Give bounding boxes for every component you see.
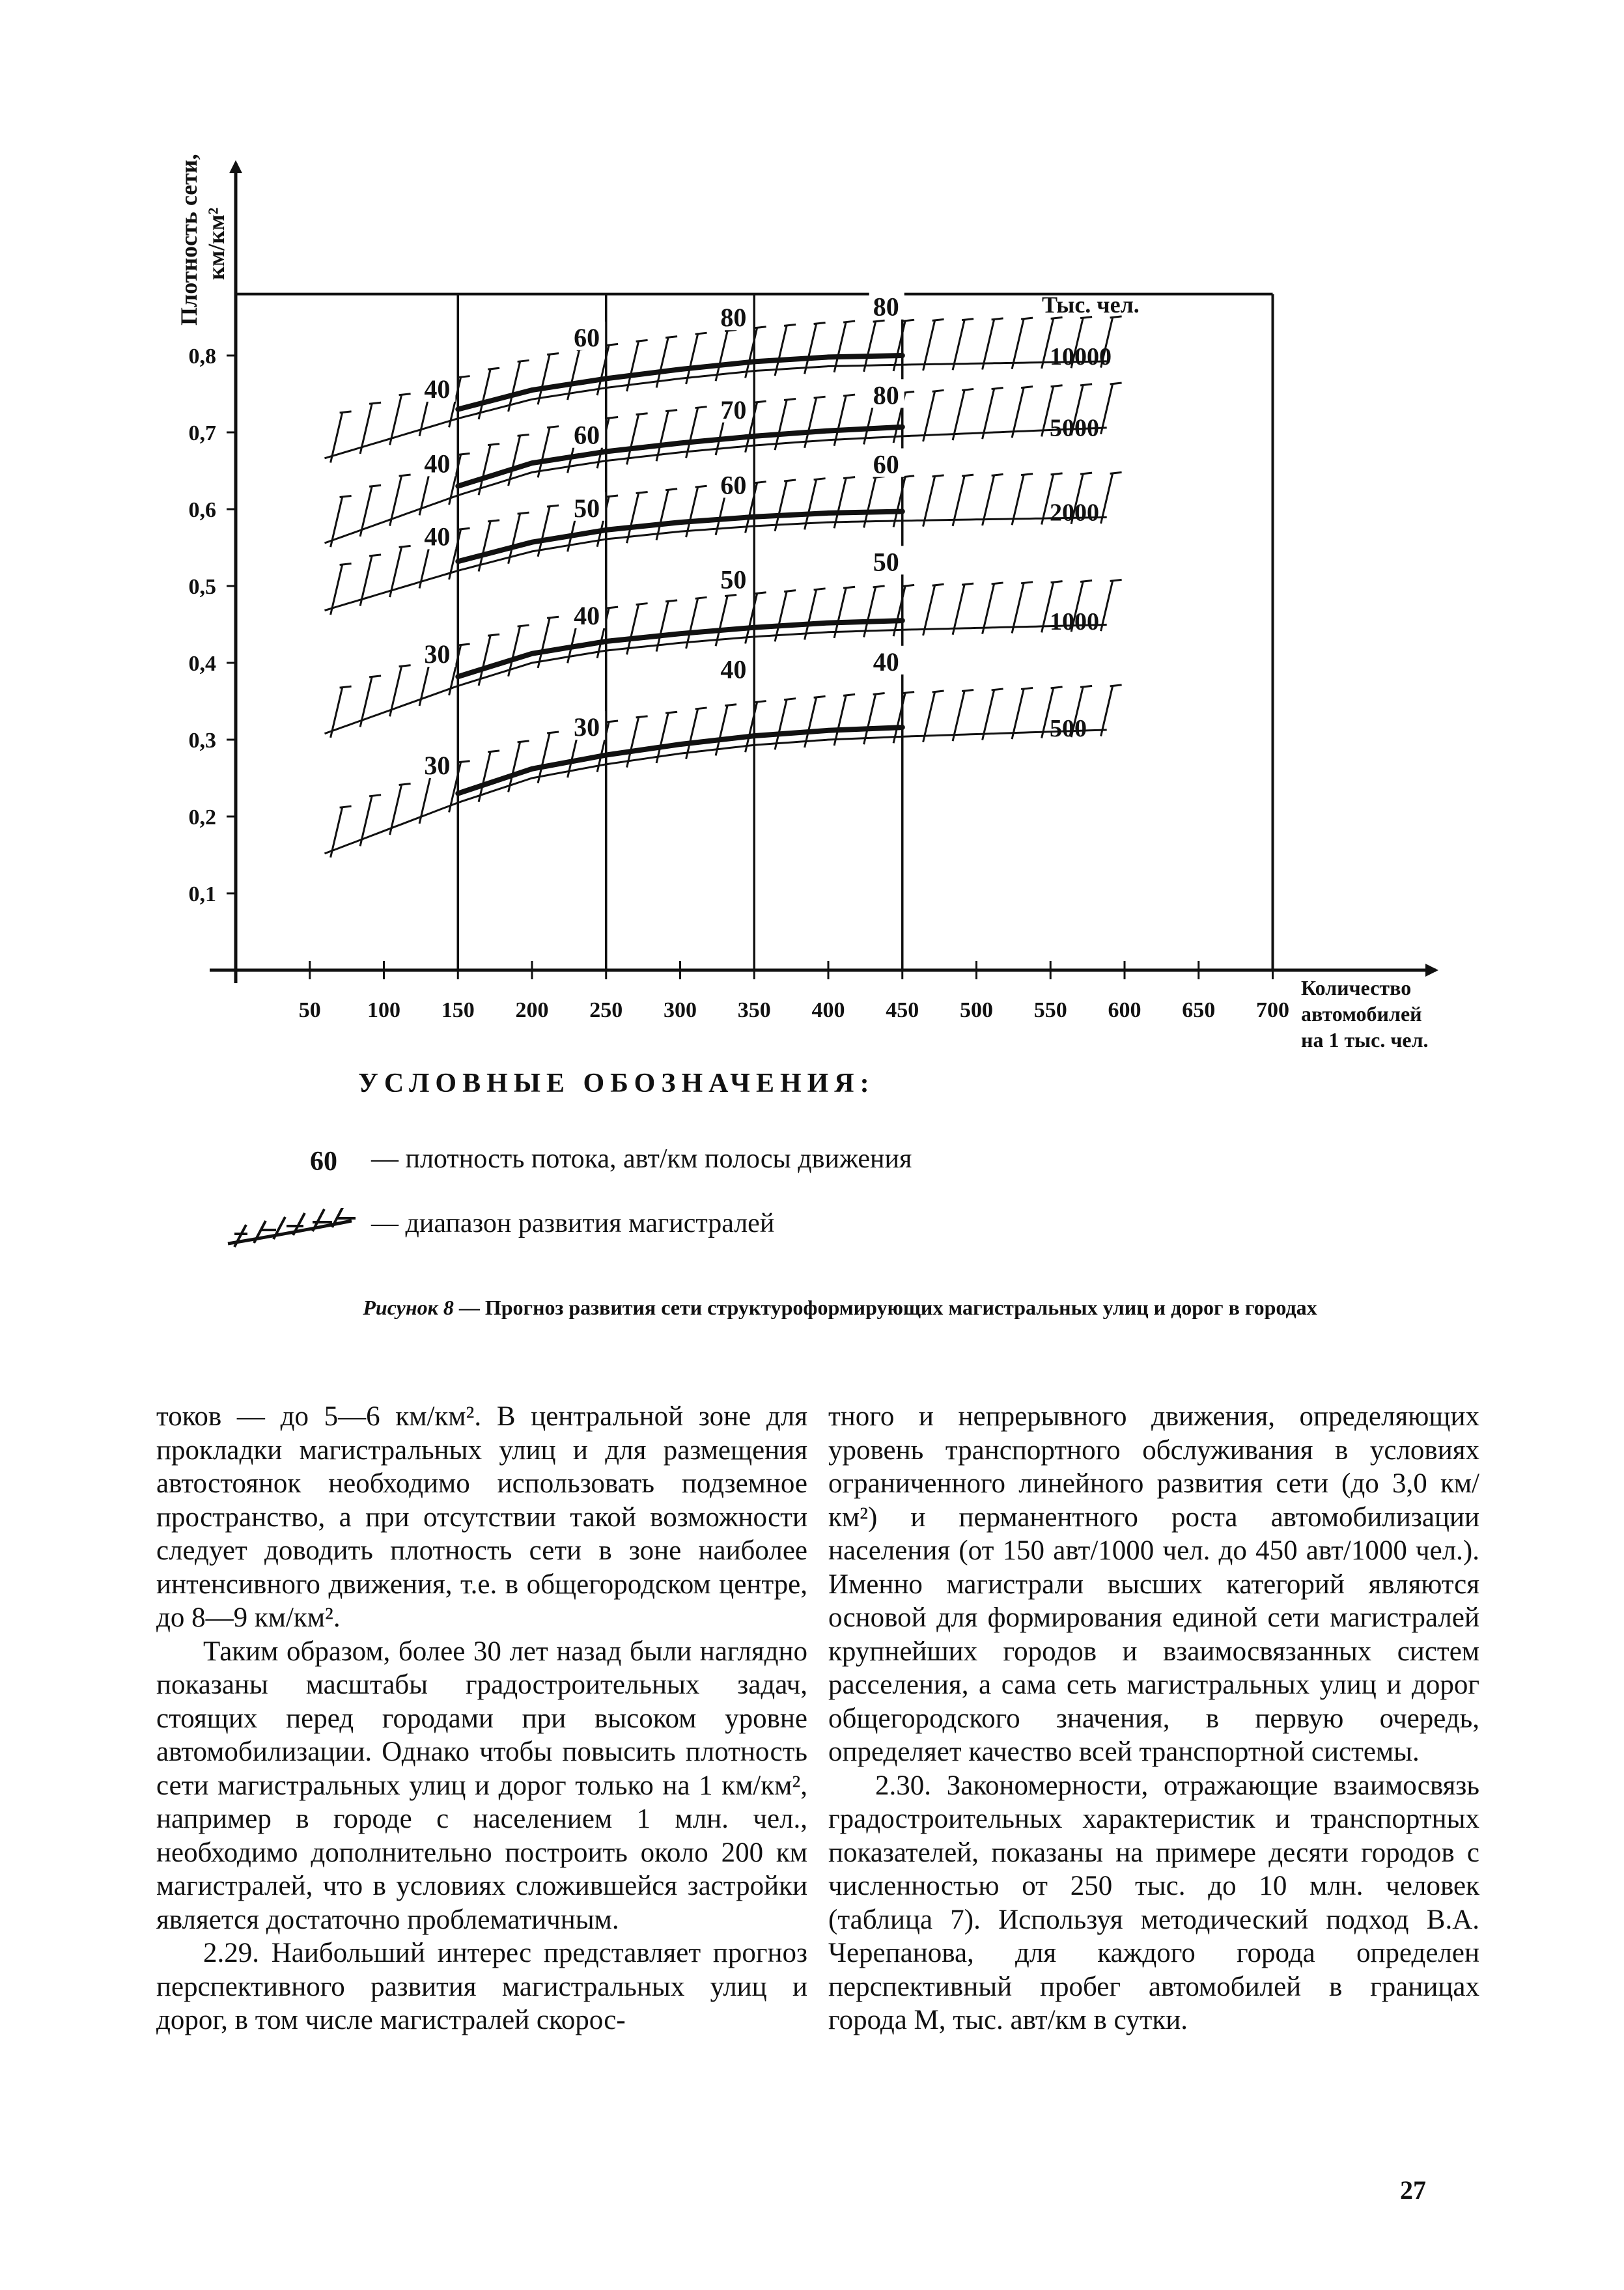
range-band-cap — [843, 321, 855, 322]
figure-caption-text: — Прогноз развития сети структуроформирующих магистральных улиц и дорог в городах — [453, 1296, 1317, 1319]
paragraph: тного и непрерывного движения, определяющих уровень транспортного обслуживания в условиях ограниченного линейного развития сети (до 3,0 км/км²) и перманентного роста автомобилизации населения (от 150 авт/1000 чел. до 450 авт/1000 чел.). Именно магистрали высших категорий являются основой для формирования единой сети магистралей крупнейших городов и взаимосвязанных систем расселения, а сама сеть магистральных улиц и дорог общегородского значения, в первую очередь, определяет качество всей транспортной системы. — [828, 1401, 1479, 1767]
range-band-cap — [547, 617, 559, 618]
x-tick-label: 200 — [515, 998, 549, 1022]
flow-density-label: 60 — [873, 449, 899, 479]
range-band-cap — [636, 716, 648, 718]
range-band-stroke — [983, 690, 994, 740]
range-band-cap — [606, 496, 618, 497]
range-band-cap — [843, 395, 855, 396]
range-band-cap — [725, 595, 736, 596]
flow-density-label: 60 — [574, 322, 600, 352]
range-band-cap — [695, 333, 707, 334]
range-band-stroke — [1101, 686, 1113, 736]
flow-density-label: 80 — [873, 292, 899, 322]
range-band-cap — [1080, 581, 1092, 582]
range-band-cap — [488, 520, 499, 522]
range-band-cap — [784, 398, 796, 400]
range-band-cap — [606, 607, 618, 608]
range-band-cap — [903, 391, 914, 393]
range-band-cap — [399, 665, 411, 667]
series-label-5000: 5000 — [1050, 414, 1099, 442]
y-tick-label: 0,5 — [188, 575, 216, 599]
range-band-stroke — [953, 476, 964, 526]
range-band-cap — [992, 474, 1003, 475]
y-tick-label: 0,4 — [188, 652, 216, 676]
range-band-cap — [547, 426, 559, 428]
range-band-cap — [1021, 318, 1033, 319]
range-band-cap — [399, 546, 411, 547]
flow-density-label: 80 — [720, 303, 747, 333]
range-band-cap — [518, 360, 529, 361]
range-band-cap — [755, 401, 766, 402]
range-band-cap — [606, 721, 618, 722]
x-tick-label: 50 — [298, 998, 321, 1022]
range-band-cap — [458, 376, 470, 378]
range-band-cap — [340, 496, 352, 497]
range-band-cap — [1021, 474, 1033, 475]
range-band-cap — [1051, 687, 1063, 688]
range-band-cap — [725, 705, 736, 706]
range-band-stroke — [923, 477, 935, 527]
range-band-cap — [665, 600, 677, 602]
range-band-cap — [1021, 387, 1033, 388]
range-band-cap — [695, 708, 707, 709]
range-band-stroke — [864, 478, 876, 528]
paragraph: 2.30. Закономерности, отражающие взаимосвязь градостроительных характеристик и транспортных показателей, показаны на примере десяти городов с численностью от 250 тыс. до 10 млн. человек (таблица 7). Используя методический подход В.А. Черепанова, для каждого города определен перспективный пробег автомобилей в границах города М, тыс. авт/км в сутки. — [828, 1770, 1479, 2035]
x-tick-label: 350 — [737, 998, 771, 1022]
range-band-base — [325, 730, 1107, 854]
y-tick-label: 0,2 — [188, 805, 216, 830]
range-band-cap — [1080, 686, 1092, 687]
range-band-cap — [903, 585, 914, 586]
range-band-cap — [488, 368, 499, 369]
range-band-cap — [784, 480, 796, 481]
x-axis-label-line2: автомобилей — [1301, 1002, 1422, 1026]
range-band-cap — [458, 761, 470, 762]
range-band-cap — [1021, 582, 1033, 583]
range-band-cap — [1110, 383, 1122, 384]
range-band-cap — [369, 676, 381, 677]
text-column-left — [156, 1400, 807, 2037]
range-band-cap — [340, 686, 352, 688]
range-band-cap — [340, 412, 352, 413]
y-tick-label: 0,1 — [188, 882, 216, 906]
legend-density-sample: 60 — [310, 1147, 337, 1177]
series-header-label: Тыс. чел. — [1042, 292, 1140, 318]
range-band-cap — [458, 644, 470, 645]
text-column-right — [828, 1400, 1479, 2037]
flow-density-label: 50 — [574, 493, 600, 523]
range-band-cap — [340, 563, 352, 565]
flow-density-label: 40 — [424, 522, 451, 552]
range-band-stroke — [864, 322, 876, 372]
range-band-stroke — [953, 691, 964, 741]
y-tick-label: 0,3 — [188, 729, 216, 753]
x-axis-label-line1: Количество — [1301, 976, 1412, 999]
range-band-stroke — [983, 320, 994, 370]
range-band-cap — [992, 388, 1003, 389]
flow-density-label: 40 — [720, 654, 747, 684]
range-band-stroke — [834, 322, 846, 372]
range-band-stroke — [983, 584, 994, 634]
flow-density-label: 50 — [720, 565, 747, 594]
y-tick-label: 0,7 — [188, 421, 216, 445]
flow-density-label: 30 — [574, 712, 600, 742]
y-tick-label: 0,8 — [188, 344, 216, 369]
range-band-cap — [636, 413, 648, 415]
range-band-cap — [518, 625, 529, 626]
range-band-cap — [962, 690, 973, 691]
range-band-cap — [636, 340, 648, 341]
flow-density-label: 80 — [873, 380, 899, 410]
flow-density-label: 60 — [720, 470, 747, 500]
range-band-cap — [962, 475, 973, 476]
range-band-cap — [1080, 384, 1092, 385]
range-band-stroke — [864, 587, 876, 637]
range-band-cap — [1051, 581, 1063, 583]
x-tick-label: 650 — [1182, 998, 1216, 1022]
forecast-chart — [0, 0, 1624, 1068]
range-band-cap — [814, 589, 826, 590]
figure-caption — [221, 1296, 1459, 1320]
range-band-cap — [518, 434, 529, 436]
range-band-cap — [636, 492, 648, 493]
range-band-stroke — [983, 475, 994, 525]
y-tick-label: 0,6 — [188, 498, 216, 522]
range-band-cap — [903, 692, 914, 693]
chart-frame — [210, 163, 1436, 983]
range-band-cap — [458, 453, 470, 454]
range-band-cap — [369, 555, 381, 556]
range-band-cap — [369, 485, 381, 486]
range-band-cap — [784, 591, 796, 592]
range-band-cap — [873, 586, 885, 587]
flow-density-label: 50 — [873, 547, 899, 577]
range-band-cap — [814, 479, 826, 480]
range-band-cap — [665, 410, 677, 412]
paragraph: токов — до 5—6 км/км². В центральной зоне для прокладки магистральных улиц и для размещения автостоянок необходимо использовать подземное пространство, а при отсутствии такой возможности следует доводить плотность сети в зоне наиболее интенсивного движения, т.е. в общегородском центре, до 8—9 км/км². — [156, 1401, 807, 1633]
range-band-stroke — [834, 588, 846, 638]
range-band-stroke — [1012, 583, 1024, 634]
series-label-10000: 10000 — [1050, 343, 1112, 370]
legend-range-text: — диапазон развития магистралей — [371, 1208, 775, 1238]
x-axis-label-line3: на 1 тыс. чел. — [1301, 1028, 1429, 1052]
legend-density-text: — плотность потока, авт/км полосы движения — [371, 1144, 912, 1174]
range-band-cap — [1051, 385, 1063, 387]
x-tick-label: 100 — [367, 998, 400, 1022]
range-band-cap — [665, 489, 677, 490]
range-band-stroke — [1101, 473, 1113, 524]
range-band-stroke — [1101, 384, 1113, 434]
y-axis-label-line1: Плотность сети, — [176, 154, 202, 326]
range-band-cap — [843, 694, 855, 695]
x-tick-label: 450 — [886, 998, 919, 1022]
range-band-stroke — [1012, 689, 1024, 739]
range-band-cap — [814, 323, 826, 324]
range-band-cap — [962, 319, 973, 320]
range-band-cap — [488, 634, 499, 635]
range-band-cap — [547, 732, 559, 733]
range-band-cap — [340, 806, 352, 807]
flow-density-label: 70 — [720, 395, 747, 425]
range-band-cap — [399, 783, 411, 785]
x-tick-label: 500 — [960, 998, 993, 1022]
range-band-cap — [1110, 579, 1122, 581]
range-band-stroke — [923, 692, 935, 742]
range-band-cap — [695, 407, 707, 408]
range-band-cap — [1021, 688, 1033, 689]
range-band-cap — [784, 699, 796, 700]
range-band-cap — [962, 389, 973, 390]
range-band-cap — [992, 583, 1003, 584]
series-label-500: 500 — [1050, 715, 1087, 743]
series-label-1000: 1000 — [1050, 608, 1099, 636]
range-band-stroke — [1101, 581, 1113, 631]
range-band-cap — [814, 696, 826, 697]
range-band-cap — [1080, 473, 1092, 474]
range-band-cap — [755, 482, 766, 483]
range-band-stroke — [923, 320, 935, 370]
x-tick-label: 250 — [589, 998, 623, 1022]
range-band-cap — [369, 795, 381, 796]
range-band-stroke — [1012, 475, 1024, 525]
range-band-cap — [695, 486, 707, 487]
range-band-cap — [1110, 685, 1122, 686]
range-band-stroke — [1012, 319, 1024, 369]
range-band-cap — [518, 741, 529, 742]
range-band-cap — [458, 528, 470, 529]
range-band-cap — [665, 712, 677, 713]
range-band-cap — [547, 354, 559, 355]
x-tick-label: 300 — [664, 998, 697, 1022]
x-tick-label: 400 — [811, 998, 845, 1022]
x-tick-label: 700 — [1256, 998, 1289, 1022]
range-band-cap — [932, 584, 944, 585]
range-band-cap — [547, 505, 559, 507]
range-band-cap — [755, 593, 766, 594]
flow-density-label: 40 — [424, 374, 451, 404]
range-band-cap — [903, 320, 914, 321]
y-axis-label-line2: км/км² — [203, 207, 229, 280]
figure-caption-prefix: Рисунок 8 — [363, 1296, 454, 1319]
range-band-cap — [932, 319, 944, 320]
range-band-stroke — [953, 585, 964, 635]
range-band-cap — [932, 390, 944, 391]
flow-density-label: 60 — [574, 420, 600, 450]
page-number: 27 — [1400, 2175, 1426, 2205]
range-band-cap — [992, 689, 1003, 690]
flow-density-label: 40 — [424, 449, 451, 479]
paragraph: 2.29. Наибольший интерес представляет прогноз перспективного развития магистральных улиц и дорог, в том числе магистралей скорос- — [156, 1938, 807, 2035]
range-band-cap — [518, 512, 529, 514]
range-band-cap — [606, 344, 618, 345]
legend-range-symbol — [221, 1208, 365, 1253]
series-label-2000: 2000 — [1050, 499, 1099, 527]
flow-density-label: 30 — [424, 639, 451, 669]
flow-density-label: 40 — [873, 647, 899, 677]
range-band-cap — [814, 397, 826, 398]
range-band-cap — [399, 475, 411, 476]
flow-density-label: 30 — [424, 751, 451, 781]
range-band-cap — [932, 691, 944, 692]
range-band-cap — [488, 444, 499, 445]
range-band-cap — [695, 597, 707, 598]
range-band-cap — [784, 324, 796, 326]
range-band-cap — [755, 701, 766, 703]
range-band-cap — [606, 417, 618, 419]
range-band-cap — [665, 337, 677, 338]
flow-density-label: 40 — [574, 601, 600, 630]
range-band-cap — [369, 402, 381, 404]
range-band-cap — [399, 394, 411, 395]
range-band-cap — [755, 327, 766, 328]
range-band-cap — [903, 476, 914, 477]
x-tick-label: 550 — [1033, 998, 1067, 1022]
range-band-cap — [843, 587, 855, 588]
x-tick-label: 600 — [1108, 998, 1141, 1022]
range-band-stroke — [953, 320, 964, 370]
range-band-cap — [488, 751, 499, 752]
range-band-cap — [992, 318, 1003, 320]
range-band-cap — [873, 693, 885, 694]
range-band-cap — [932, 475, 944, 477]
range-band-cap — [843, 477, 855, 479]
range-band-cap — [636, 604, 648, 605]
legend-title: УСЛОВНЫЕ ОБОЗНАЧЕНИЯ: — [358, 1068, 875, 1098]
range-band-cap — [1110, 472, 1122, 473]
range-band-stroke — [834, 479, 846, 529]
range-band-cap — [962, 583, 973, 585]
range-band-cap — [1051, 473, 1063, 475]
range-band-stroke — [923, 585, 935, 635]
paragraph: Таким образом, более 30 лет назад были наглядно показаны масштабы градостроительных задач, стоящих перед городами при высоком уровне автомобилизации. Однако чтобы повысить плотность сети магистральных улиц и дорог только на 1 км/км², например в городе с населением 1 млн. чел., необходимо дополнительно построить около 200 км магистралей, что в условиях сложившейся застройки является достаточно проблематичным. — [156, 1636, 807, 1935]
x-tick-label: 150 — [441, 998, 475, 1022]
